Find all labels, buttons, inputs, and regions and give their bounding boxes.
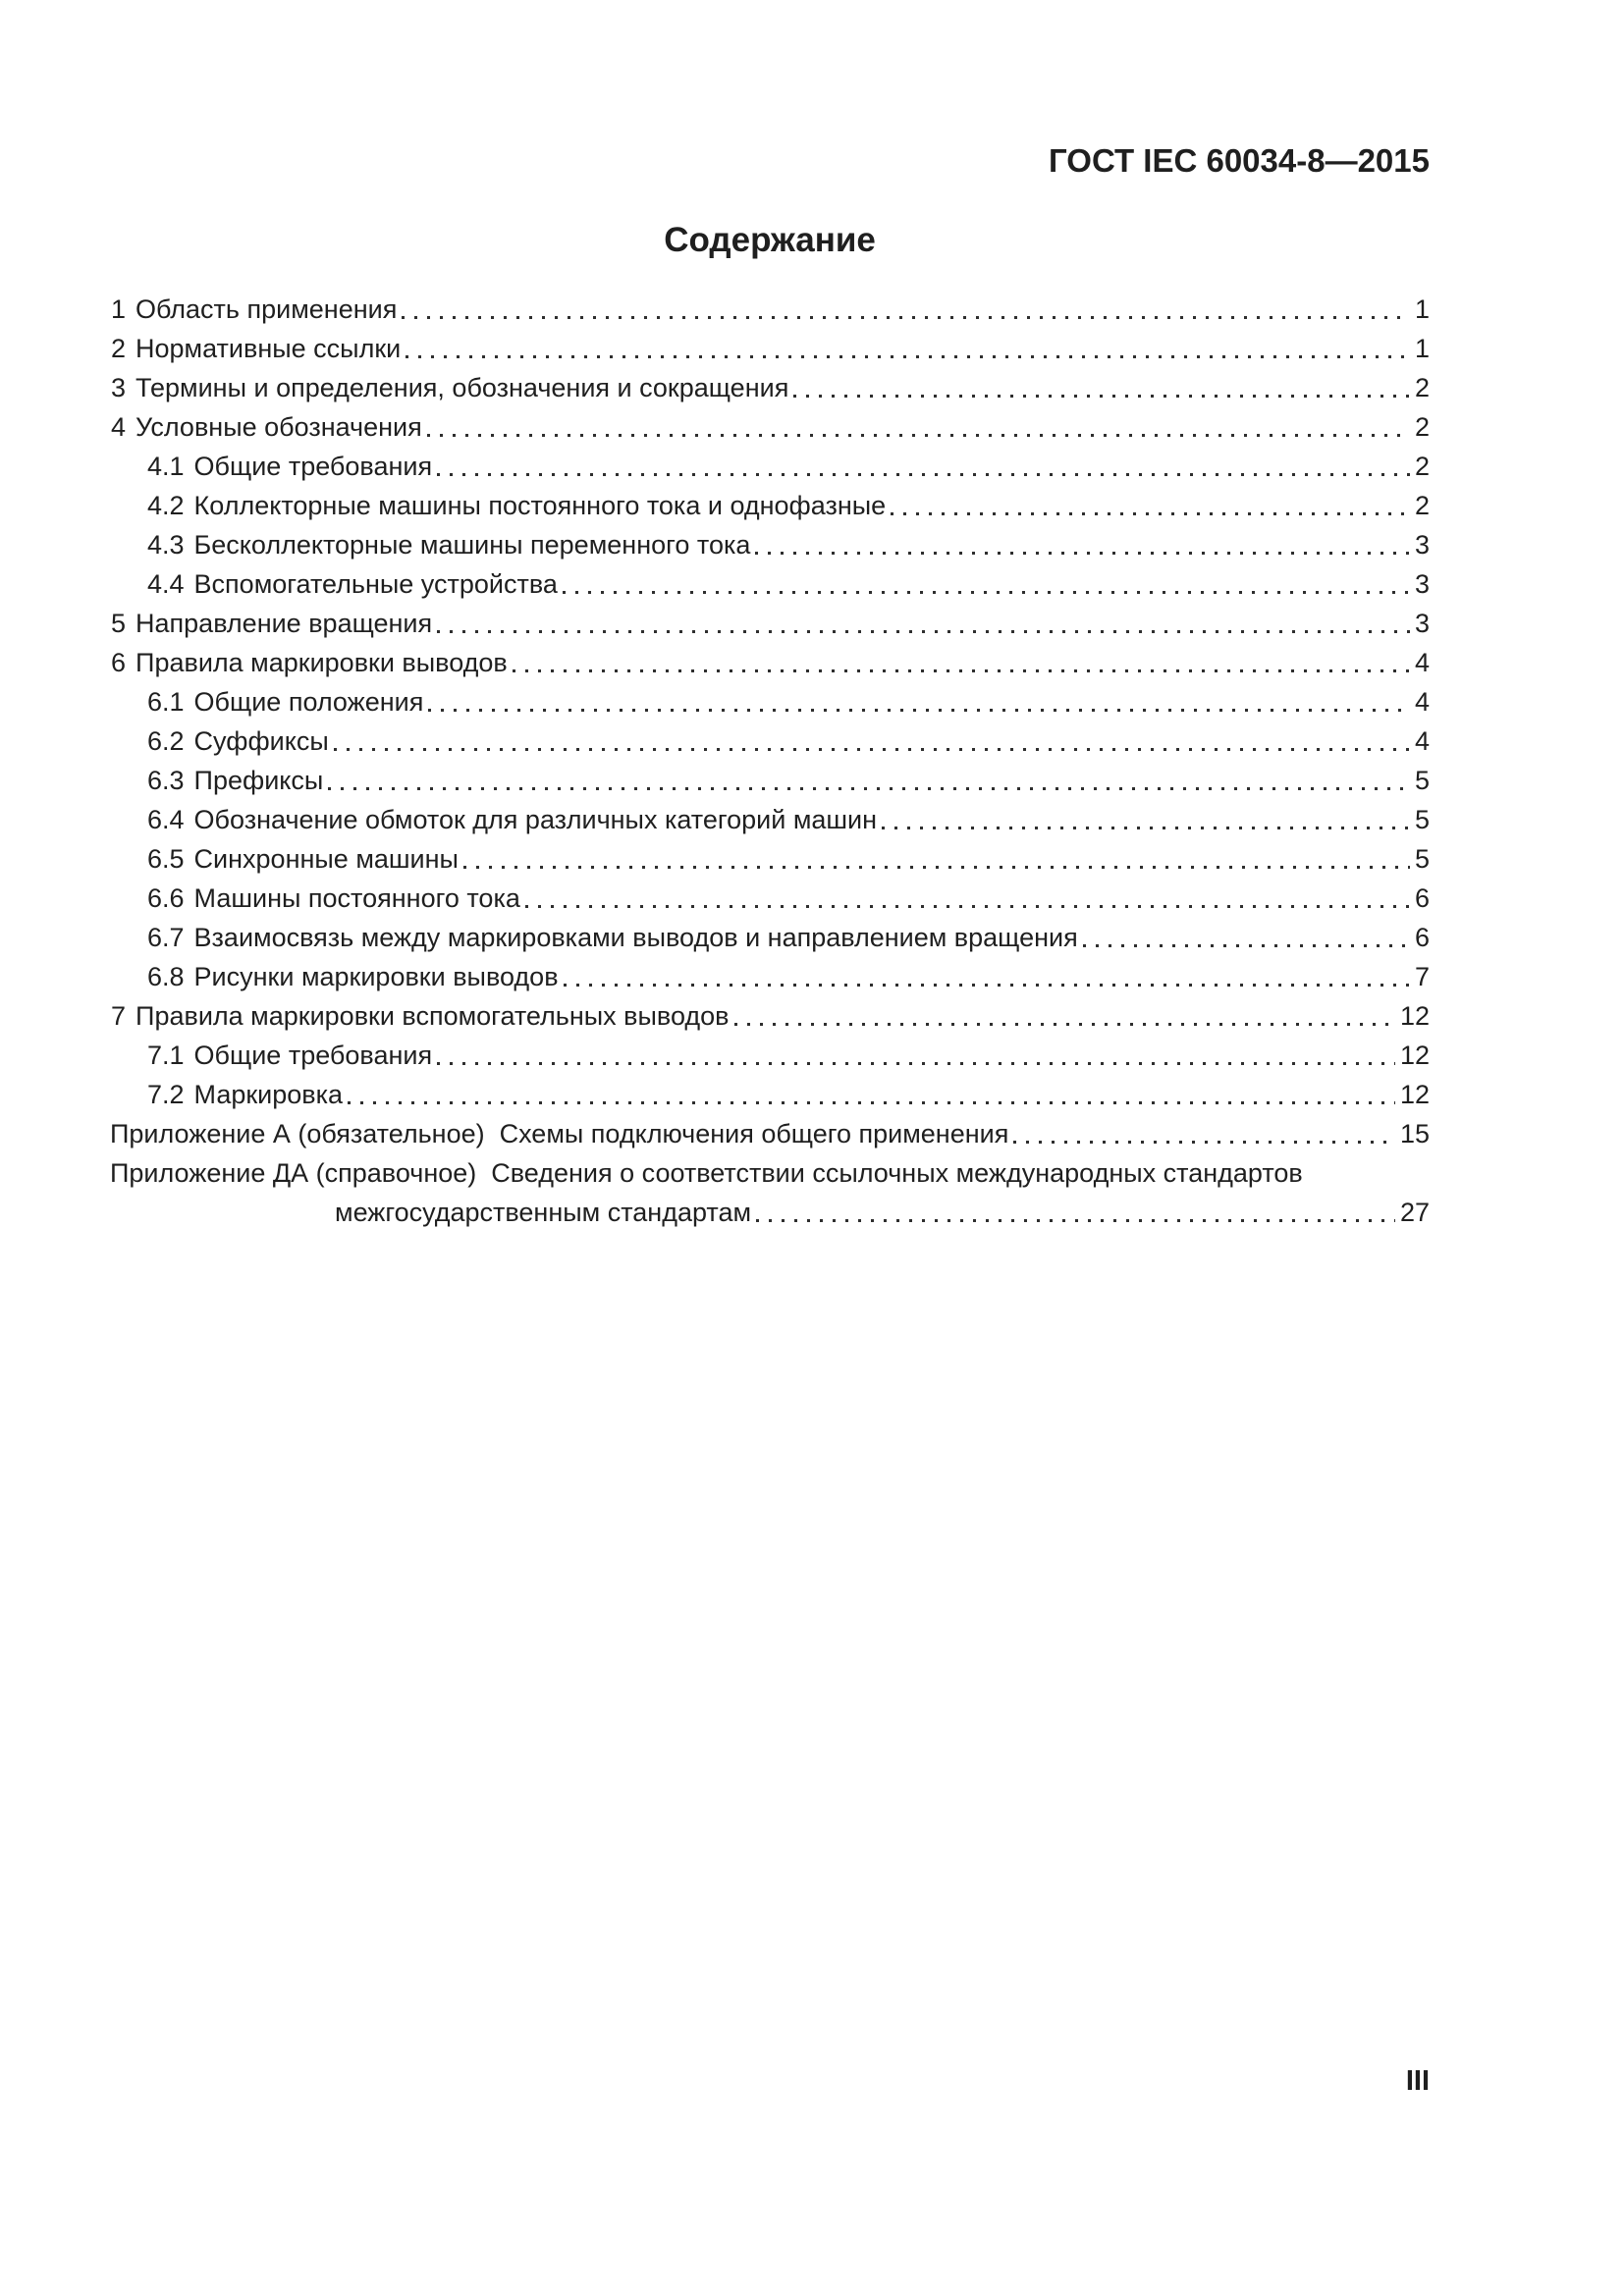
page-number: III	[1405, 2065, 1430, 2097]
dot-leader	[323, 761, 1415, 800]
toc-entry-title: Общие требования	[193, 1041, 433, 1070]
toc-entry-number: 3	[111, 373, 127, 402]
toc-entry-title: межгосударственным стандартам	[335, 1198, 752, 1227]
toc-entry-page: 12	[1399, 1001, 1430, 1031]
toc-entry	[110, 682, 1430, 721]
toc-entry	[110, 879, 1430, 918]
dot-leader	[459, 839, 1415, 879]
toc-entry-title: Правила маркировки выводов	[135, 648, 508, 677]
toc-entry-title: Бесколлекторные машины переменного тока	[193, 530, 751, 560]
toc-entry-page: 2	[1414, 412, 1430, 442]
toc-entry	[110, 525, 1430, 564]
toc-entry	[110, 564, 1430, 604]
toc-entry-number: 4.1	[147, 452, 185, 481]
toc-entry	[110, 368, 1430, 407]
toc-entry-title: Маркировка	[193, 1080, 344, 1109]
toc-entry-title: Вспомогательные устройства	[193, 569, 558, 599]
toc-entry	[110, 839, 1430, 879]
toc-entry-number: 7.2	[147, 1080, 185, 1109]
toc-entry-page: 3	[1414, 530, 1430, 560]
toc-entry-number: 6.3	[147, 766, 185, 795]
toc-entry	[110, 721, 1430, 761]
dot-leader	[877, 800, 1415, 839]
toc-entry-number: 4.2	[147, 491, 185, 520]
standard-code-header: ГОСТ IEC 60034-8—2015	[1049, 142, 1430, 179]
toc-entry-page: 4	[1414, 648, 1430, 677]
dot-leader	[751, 1193, 1400, 1232]
toc-entry	[110, 800, 1430, 839]
toc-entry	[110, 447, 1430, 486]
toc-entry	[110, 486, 1430, 525]
toc-entry-number: 6.7	[147, 923, 185, 952]
toc-entry	[110, 1153, 1430, 1193]
toc-entry	[110, 957, 1430, 996]
dot-leader	[558, 564, 1415, 604]
toc-entry-title: Направление вращения	[135, 609, 433, 638]
toc-entry-title: Термины и определения, обозначения и сокращения	[135, 373, 789, 402]
dot-leader	[886, 486, 1415, 525]
dot-leader	[730, 996, 1400, 1036]
dot-leader	[432, 1036, 1400, 1075]
dot-leader	[1078, 918, 1415, 957]
toc-entry	[110, 1036, 1430, 1075]
toc-entry-page: 27	[1399, 1198, 1430, 1227]
toc-entry-page: 2	[1414, 491, 1430, 520]
toc-entry-number: 2	[111, 334, 127, 363]
toc-entry	[110, 407, 1430, 447]
toc-entry-number: 6.1	[147, 687, 185, 717]
toc-entry-title: Суффиксы	[193, 726, 329, 756]
toc-entry-page: 5	[1414, 805, 1430, 834]
toc-entry-title: Префиксы	[193, 766, 324, 795]
toc-entry	[110, 329, 1430, 368]
dot-leader	[397, 290, 1415, 329]
dot-leader	[423, 682, 1415, 721]
dot-leader	[1008, 1114, 1400, 1153]
toc-entry-number: 7.1	[147, 1041, 185, 1070]
toc-entry-page: 7	[1414, 962, 1430, 991]
toc-entry-number: 1	[111, 294, 127, 324]
dot-leader	[343, 1075, 1400, 1114]
toc-entry-page: 4	[1414, 726, 1430, 756]
page-title: Содержание	[664, 221, 876, 259]
table-of-contents	[110, 290, 1430, 1232]
toc-entry	[110, 1075, 1430, 1114]
toc-entry-number: 6.8	[147, 962, 185, 991]
toc-entry-title: Нормативные ссылки	[135, 334, 402, 363]
toc-entry	[110, 604, 1430, 643]
toc-entry-title: Приложение ДА (справочное) Сведения о соответствии ссылочных международных стандартов	[110, 1158, 1303, 1188]
toc-entry-number: 6.5	[147, 844, 185, 874]
dot-leader	[750, 525, 1415, 564]
toc-entry-number: 6	[111, 648, 127, 677]
toc-entry-page: 4	[1414, 687, 1430, 717]
toc-entry-title: Обозначение обмоток для различных категорий машин	[193, 805, 878, 834]
toc-entry-page: 5	[1414, 766, 1430, 795]
toc-entry-number: 4.3	[147, 530, 185, 560]
dot-leader	[422, 407, 1415, 447]
toc-entry	[110, 1193, 1430, 1232]
dot-leader	[329, 721, 1415, 761]
toc-entry-number: 6.2	[147, 726, 185, 756]
toc-entry-number: 5	[111, 609, 127, 638]
toc-entry-title: Машины постоянного тока	[193, 883, 520, 913]
toc-entry-page: 15	[1399, 1119, 1430, 1148]
toc-entry	[110, 1114, 1430, 1153]
dot-leader	[559, 957, 1415, 996]
toc-entry-title: Коллекторные машины постоянного тока и однофазные	[193, 491, 887, 520]
toc-entry-page: 5	[1414, 844, 1430, 874]
toc-entry-number: 4.4	[147, 569, 185, 599]
toc-entry-page: 3	[1414, 569, 1430, 599]
toc-entry-title: Общие требования	[193, 452, 433, 481]
toc-entry-title: Рисунки маркировки выводов	[193, 962, 559, 991]
dot-leader	[432, 604, 1415, 643]
toc-entry	[110, 290, 1430, 329]
toc-entry	[110, 643, 1430, 682]
toc-entry-page: 3	[1414, 609, 1430, 638]
toc-entry-title: Синхронные машины	[193, 844, 459, 874]
toc-entry	[110, 918, 1430, 957]
dot-leader	[508, 643, 1415, 682]
toc-entry-number: 6.4	[147, 805, 185, 834]
toc-entry-number: 7	[111, 1001, 127, 1031]
dot-leader	[401, 329, 1415, 368]
toc-entry-page: 6	[1414, 883, 1430, 913]
dot-leader	[520, 879, 1415, 918]
toc-entry-title: Приложение А (обязательное) Схемы подключения общего применения	[110, 1119, 1009, 1148]
toc-entry-page: 12	[1399, 1041, 1430, 1070]
toc-entry-page: 6	[1414, 923, 1430, 952]
toc-entry	[110, 761, 1430, 800]
toc-entry-title: Взаимосвязь между маркировками выводов и направлением вращения	[193, 923, 1078, 952]
toc-entry-title: Общие положения	[193, 687, 424, 717]
toc-entry-page: 2	[1414, 452, 1430, 481]
toc-entry-title: Условные обозначения	[135, 412, 422, 442]
toc-entry-page: 12	[1399, 1080, 1430, 1109]
toc-entry-page: 1	[1414, 334, 1430, 363]
toc-entry	[110, 996, 1430, 1036]
toc-entry-title: Правила маркировки вспомогательных выводов	[135, 1001, 730, 1031]
toc-entry-page: 1	[1414, 294, 1430, 324]
toc-entry-title: Область применения	[135, 294, 398, 324]
dot-leader	[432, 447, 1415, 486]
toc-entry-page: 2	[1414, 373, 1430, 402]
toc-entry-number: 4	[111, 412, 127, 442]
dot-leader	[788, 368, 1415, 407]
toc-entry-number: 6.6	[147, 883, 185, 913]
